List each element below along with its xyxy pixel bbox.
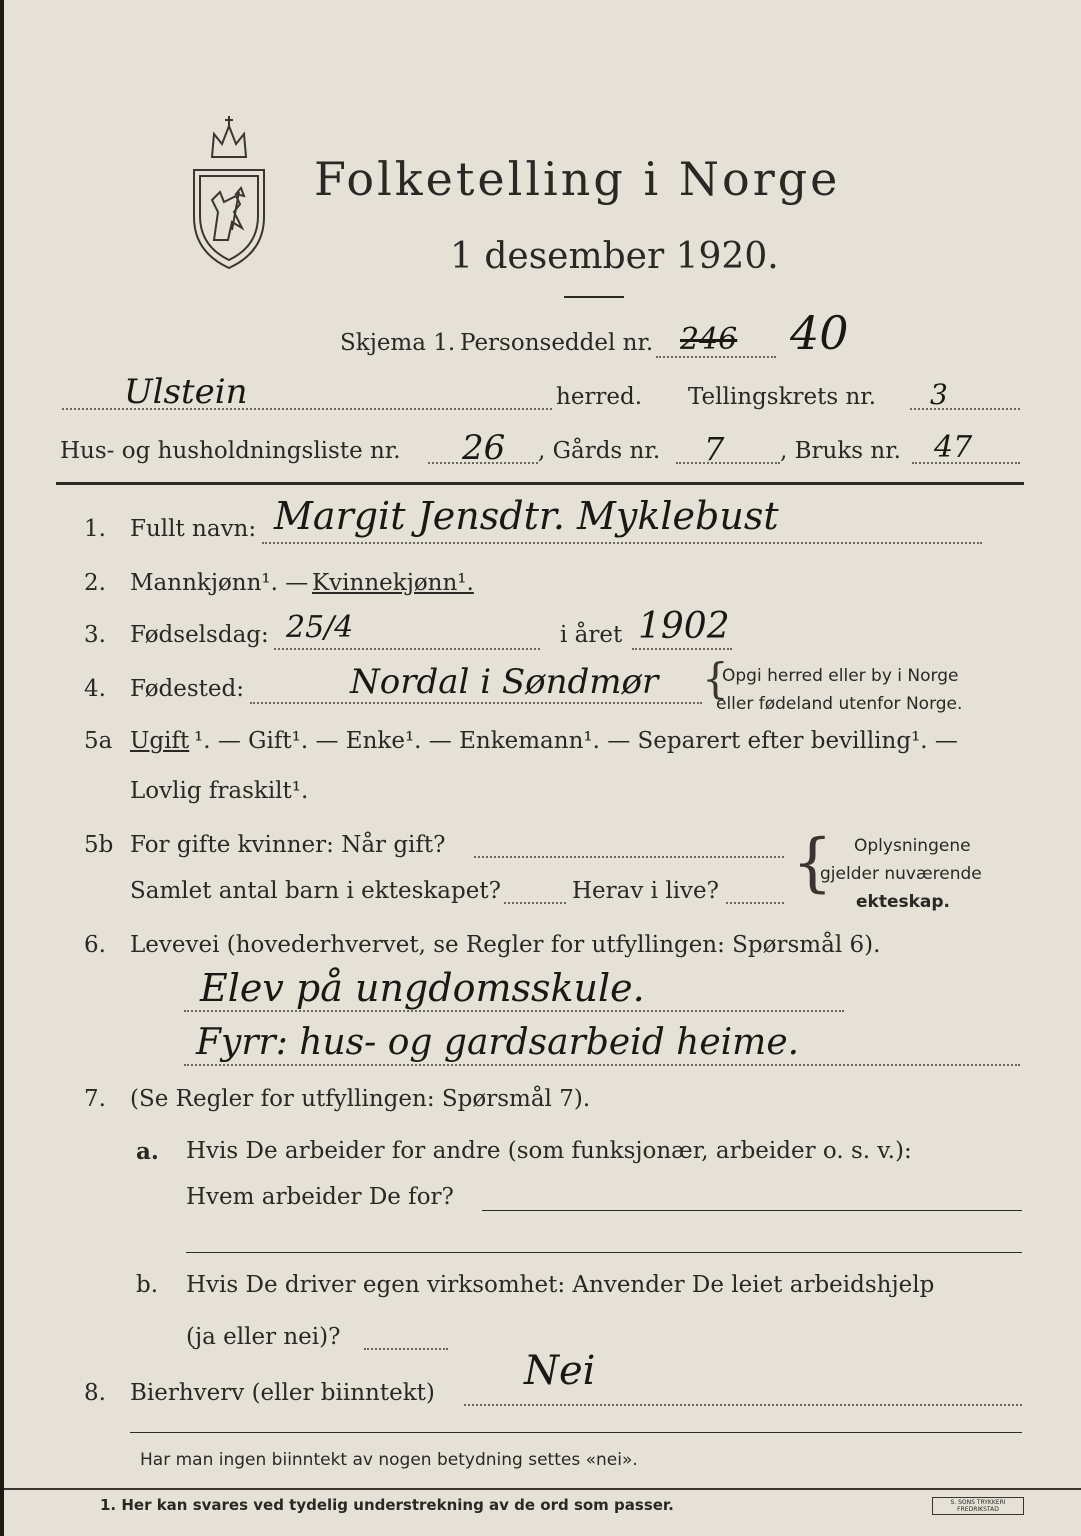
q6-number: 6. bbox=[84, 932, 106, 958]
q5a-options-line2: Lovlig fraskilt¹. bbox=[130, 778, 309, 804]
personseddel-label: Personseddel nr. bbox=[460, 330, 654, 356]
q5a-ugift: Ugift bbox=[130, 728, 190, 754]
q8-label: Bierhverv (eller biinntekt) bbox=[130, 1380, 435, 1406]
q7a-label: Hvis De arbeider for andre (som funksjonær, arbeider o. s. v.): bbox=[186, 1138, 912, 1164]
title-rule bbox=[564, 296, 624, 298]
q5b-children-total: Samlet antal barn i ekteskapet? bbox=[130, 878, 501, 904]
birthplace-field bbox=[250, 702, 702, 704]
children-alive-field bbox=[726, 902, 784, 904]
q2-label-female: Kvinnekjønn¹. bbox=[312, 570, 474, 596]
gards-field bbox=[676, 462, 780, 464]
q3-label: Fødselsdag: bbox=[130, 622, 269, 648]
q5b-note-line3: ekteskap. bbox=[856, 892, 951, 912]
occupation-value-1: Elev på ungdomsskule. bbox=[200, 966, 645, 1010]
birthday-field bbox=[274, 648, 540, 650]
children-total-field bbox=[504, 902, 566, 904]
employer-field bbox=[482, 1210, 1022, 1211]
printer-stamp: S. SONS TRYKKERI FREDRIKSTAD bbox=[932, 1497, 1024, 1515]
q7-number: 7. bbox=[84, 1086, 106, 1112]
married-when-field bbox=[474, 856, 784, 858]
tellingskrets-field bbox=[910, 408, 1020, 410]
q5a-options: ¹. — Gift¹. — Enke¹. — Enkemann¹. — Separert efter bevilling¹. — bbox=[194, 728, 958, 754]
occupation-value-2: Fyrr: hus- og gardsarbeid heime. bbox=[196, 1022, 800, 1063]
q7b-yes-no-label: (ja eller nei)? bbox=[186, 1324, 341, 1350]
q5b-number: 5b bbox=[84, 832, 114, 858]
q7b-letter: b. bbox=[136, 1272, 159, 1298]
q5b-children-alive: Herav i live? bbox=[572, 878, 719, 904]
q5b-married-when: For gifte kvinner: Når gift? bbox=[130, 832, 446, 858]
occupation-field-1 bbox=[184, 1010, 844, 1012]
footnote: 1. Her kan svares ved tydelig understrekning av de ord som passer. bbox=[100, 1496, 674, 1514]
birthplace-value: Nordal i Søndmør bbox=[350, 662, 659, 702]
bruks-label: , Bruks nr. bbox=[780, 438, 901, 464]
q7b-label: Hvis De driver egen virksomhet: Anvender De leiet arbeidshjelp bbox=[186, 1272, 935, 1298]
birth-year-value: 1902 bbox=[638, 606, 730, 647]
tellingskrets-label: Tellingskrets nr. bbox=[688, 384, 877, 410]
census-form bbox=[4, 0, 1081, 1536]
bierhverv-field bbox=[464, 1404, 1022, 1406]
full-name-value: Margit Jensdtr. Myklebust bbox=[274, 494, 779, 538]
q3-number: 3. bbox=[84, 622, 106, 648]
q7a-letter: a. bbox=[136, 1138, 159, 1165]
q2-number: 2. bbox=[84, 570, 106, 596]
birthday-value: 25/4 bbox=[286, 610, 354, 645]
q5b-brace: { bbox=[792, 826, 833, 900]
personseddel-struck-value: 246 bbox=[680, 322, 738, 357]
tellingskrets-value: 3 bbox=[930, 378, 948, 411]
herred-value: Ulstein bbox=[124, 372, 248, 412]
norwegian-coat-of-arms-icon bbox=[184, 112, 274, 272]
q7a-employer-label: Hvem arbeider De for? bbox=[186, 1184, 454, 1210]
q4-label: Fødested: bbox=[130, 676, 245, 702]
gards-value: 7 bbox=[704, 430, 725, 468]
full-name-field bbox=[262, 542, 982, 544]
bierhverv-value: Nei bbox=[524, 1348, 596, 1394]
form-title: Folketelling i Norge bbox=[314, 152, 841, 206]
q5a-number: 5a bbox=[84, 728, 113, 754]
hired-help-field bbox=[364, 1348, 448, 1350]
header-divider bbox=[56, 482, 1024, 485]
gards-label: , Gårds nr. bbox=[538, 438, 661, 464]
bruks-value: 47 bbox=[934, 430, 973, 465]
hus-label: Hus- og husholdningsliste nr. bbox=[60, 438, 401, 464]
q4-brace: { bbox=[702, 654, 729, 703]
census-date: 1 desember 1920. bbox=[450, 236, 779, 277]
employer-field-2 bbox=[186, 1252, 1022, 1253]
herred-label: herred. bbox=[556, 384, 643, 410]
q5b-note-line1: Oplysningene bbox=[854, 836, 971, 856]
q8-number: 8. bbox=[84, 1380, 106, 1406]
q4-number: 4. bbox=[84, 676, 106, 702]
q2-label-male: Mannkjønn¹. — bbox=[130, 570, 309, 596]
q1-label: Fullt navn: bbox=[130, 516, 257, 542]
skjema-label: Skjema 1. bbox=[340, 330, 456, 356]
footnote-divider bbox=[4, 1488, 1081, 1490]
q5b-note-line2: gjelder nuværende bbox=[820, 864, 982, 884]
occupation-field-2 bbox=[184, 1064, 1020, 1066]
q4-note-line1: Opgi herred eller by i Norge bbox=[722, 666, 959, 686]
q1-number: 1. bbox=[84, 516, 106, 542]
personseddel-value: 40 bbox=[790, 306, 849, 360]
hus-value: 26 bbox=[462, 428, 506, 468]
q3-year-label: i året bbox=[560, 622, 623, 648]
footer-divider bbox=[130, 1432, 1022, 1433]
birth-year-field bbox=[632, 648, 732, 650]
footer-note: Har man ingen biinntekt av nogen betydning settes «nei». bbox=[140, 1450, 638, 1470]
q4-note-line2: eller fødeland utenfor Norge. bbox=[716, 694, 963, 714]
q7-label: (Se Regler for utfyllingen: Spørsmål 7). bbox=[130, 1086, 591, 1112]
q6-label: Levevei (hovederhvervet, se Regler for utfyllingen: Spørsmål 6). bbox=[130, 932, 881, 958]
